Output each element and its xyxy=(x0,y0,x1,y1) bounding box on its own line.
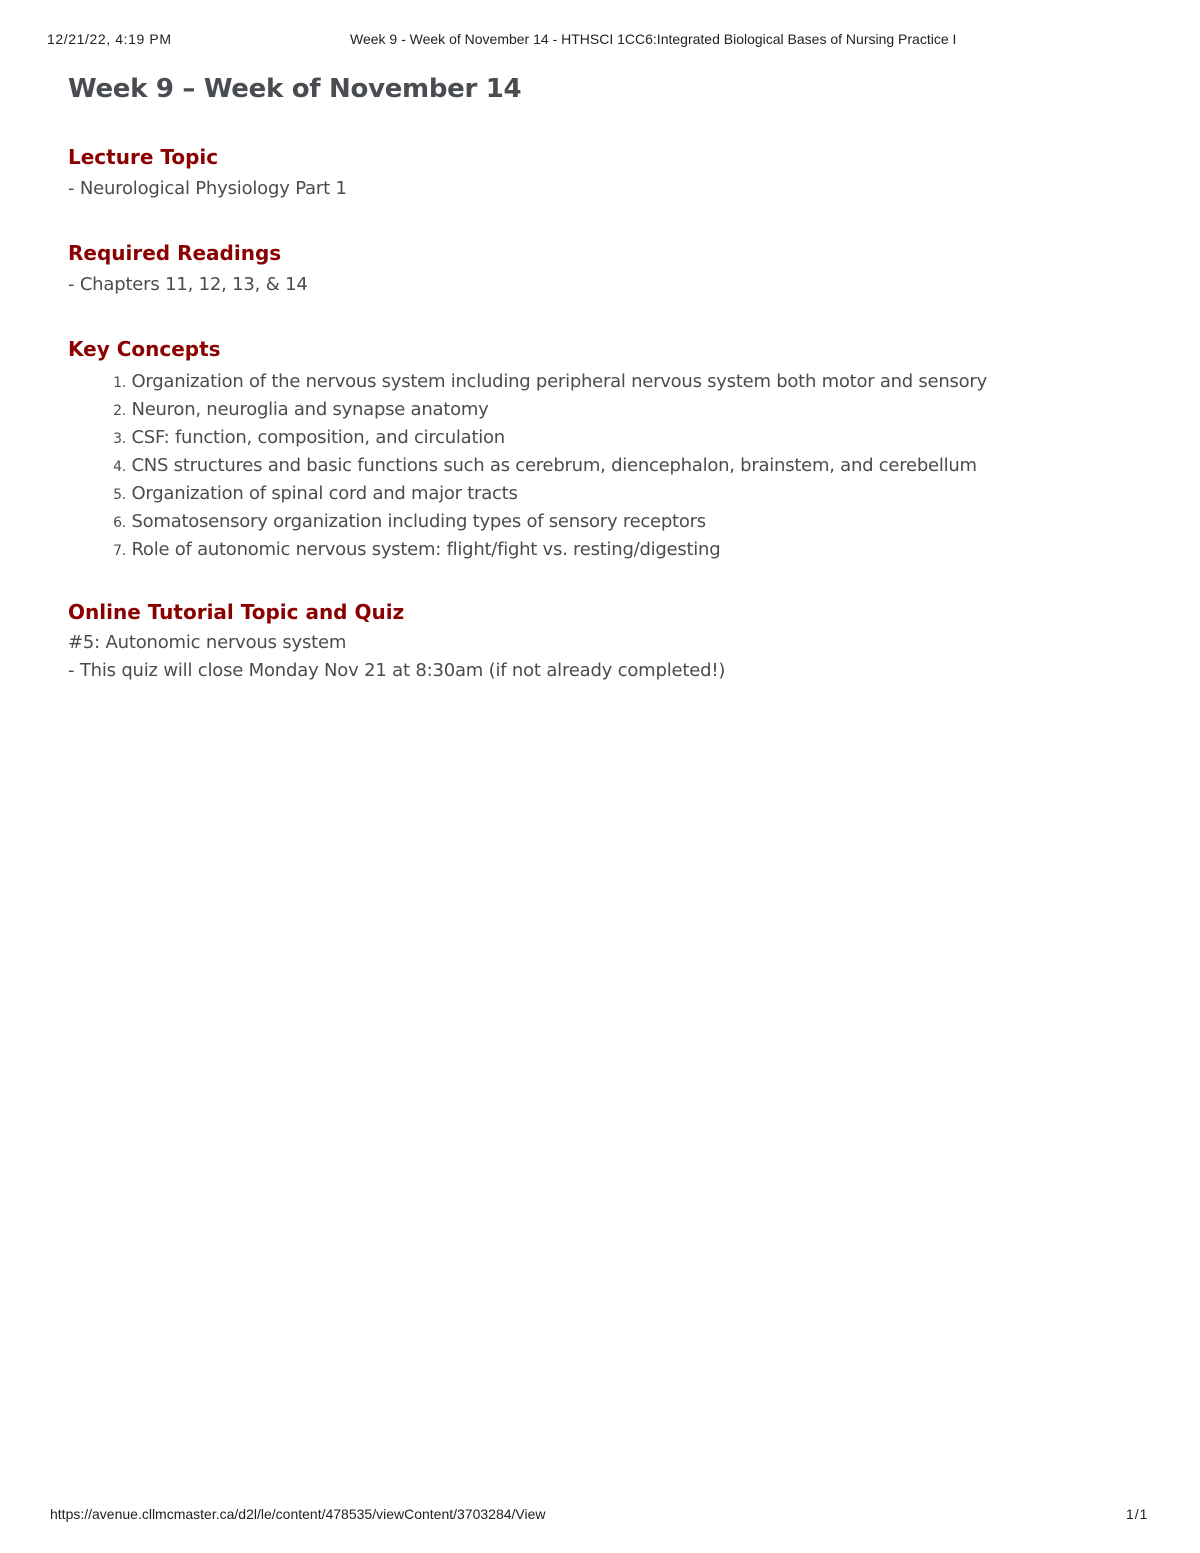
quiz-close-notice: - This quiz will close Monday Nov 21 at 8:30am (if not already completed!) xyxy=(68,660,726,681)
list-item-text: Somatosensory organization including types of sensory receptors xyxy=(131,511,706,532)
list-item xyxy=(68,511,987,539)
list-item-number: 2. xyxy=(113,403,126,419)
list-item-number: 5. xyxy=(113,487,126,503)
list-item xyxy=(68,483,987,511)
list-item-text: Organization of the nervous system including peripheral nervous system both motor and sensory xyxy=(131,371,987,392)
list-item-number: 4. xyxy=(113,459,126,475)
key-concepts-heading: Key Concepts xyxy=(68,337,221,361)
print-document-title: Week 9 - Week of November 14 - HTHSCI 1CC6:Integrated Biological Bases of Nursing Practice I xyxy=(350,31,957,47)
lecture-topic-heading: Lecture Topic xyxy=(68,145,219,169)
list-item-number: 1. xyxy=(113,375,126,391)
print-url: https://avenue.cllmcmaster.ca/d2l/le/content/478535/viewContent/3703284/View xyxy=(50,1506,546,1522)
key-concepts-list xyxy=(68,371,987,567)
list-item-number: 3. xyxy=(113,431,126,447)
list-item xyxy=(68,455,987,483)
list-item-text: CNS structures and basic functions such as cerebrum, diencephalon, brainstem, and cerebellum xyxy=(131,455,977,476)
print-date: 12/21/22, 4:19 PM xyxy=(47,31,172,47)
required-readings-heading: Required Readings xyxy=(68,241,282,265)
tutorial-topic-text: #5: Autonomic nervous system xyxy=(68,632,347,653)
list-item-number: 6. xyxy=(113,515,126,531)
lecture-topic-text: - Neurological Physiology Part 1 xyxy=(68,178,347,199)
page-title: Week 9 – Week of November 14 xyxy=(68,74,522,104)
online-tutorial-heading: Online Tutorial Topic and Quiz xyxy=(68,600,405,624)
list-item-text: CSF: function, composition, and circulation xyxy=(131,427,505,448)
list-item-text: Neuron, neuroglia and synapse anatomy xyxy=(131,399,489,420)
required-readings-text: - Chapters 11, 12, 13, & 14 xyxy=(68,274,308,295)
list-item-text: Role of autonomic nervous system: flight/fight vs. resting/digesting xyxy=(131,539,721,560)
print-footer xyxy=(0,1506,1200,1526)
list-item-number: 7. xyxy=(113,543,126,559)
list-item xyxy=(68,399,987,427)
list-item xyxy=(68,371,987,399)
list-item xyxy=(68,539,987,567)
print-header xyxy=(0,31,1200,51)
list-item xyxy=(68,427,987,455)
page-number: 1/1 xyxy=(1126,1506,1149,1522)
list-item-text: Organization of spinal cord and major tracts xyxy=(131,483,518,504)
